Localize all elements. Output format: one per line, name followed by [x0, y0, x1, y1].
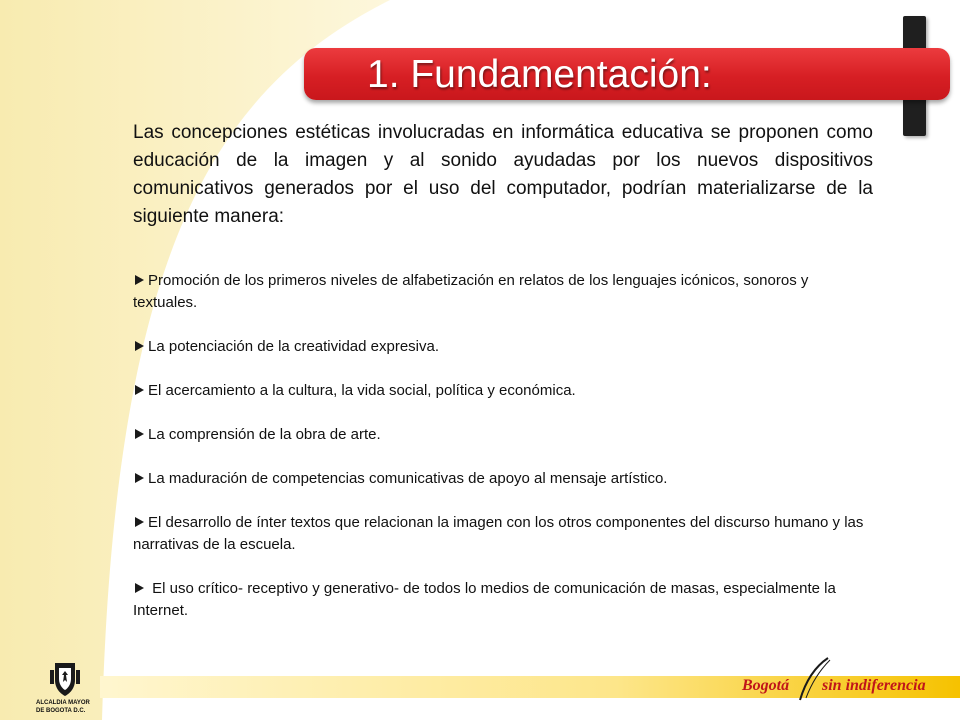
arrow-bullet-icon [135, 517, 144, 527]
list-item [133, 424, 873, 446]
list-item-text: La maduración de competencias comunicativas de apoyo al mensaje artístico. [148, 470, 668, 487]
list-item-text: El desarrollo de ínter textos que relacionan la imagen con los otros componentes del discurso humano y las narrativas de la escuela. [133, 514, 864, 553]
list-item-text: El uso crítico- receptivo y generativo- de todos lo medios de comunicación de masas, especialmente la Internet. [133, 580, 836, 619]
logo-text-line: DE BOGOTA D.C. [36, 708, 86, 714]
logo-word: sin indiferencia [822, 677, 926, 694]
bullet-list [133, 270, 873, 644]
alcaldia-logo [36, 660, 96, 718]
list-item-text: Promoción de los primeros niveles de alfabetización en relatos de los lenguajes icónicos, sonoros y textuales. [133, 272, 809, 311]
list-item [133, 270, 873, 314]
arrow-bullet-icon [135, 275, 144, 285]
arrow-bullet-icon [135, 385, 144, 395]
list-item [133, 468, 873, 490]
arrow-bullet-icon [135, 583, 144, 593]
arrow-bullet-icon [135, 473, 144, 483]
list-item [133, 380, 873, 402]
coat-of-arms-icon [46, 660, 84, 698]
list-item [133, 336, 873, 358]
page-title: 1. Fundamentación: [367, 53, 712, 96]
intro-paragraph: Las concepciones estéticas involucradas en informática educativa se proponen como educación de la imagen y al sonido ayudadas por los nuevos dispositivos comunicativos generados por el uso del computador, podrían materializarse de la siguiente manera: [133, 122, 873, 227]
arrow-bullet-icon [135, 341, 144, 351]
list-item-text: La comprensión de la obra de arte. [148, 426, 381, 443]
list-item-text: La potenciación de la creatividad expresiva. [148, 338, 440, 355]
list-item-text: El acercamiento a la cultura, la vida social, política y económica. [148, 382, 576, 399]
logo-text-line: ALCALDIA MAYOR [36, 700, 90, 706]
list-item [133, 578, 873, 622]
bogota-sin-indiferencia-logo [742, 672, 926, 700]
logo-word: Bogotá [742, 677, 790, 694]
arrow-bullet-icon [135, 429, 144, 439]
list-item [133, 512, 873, 556]
